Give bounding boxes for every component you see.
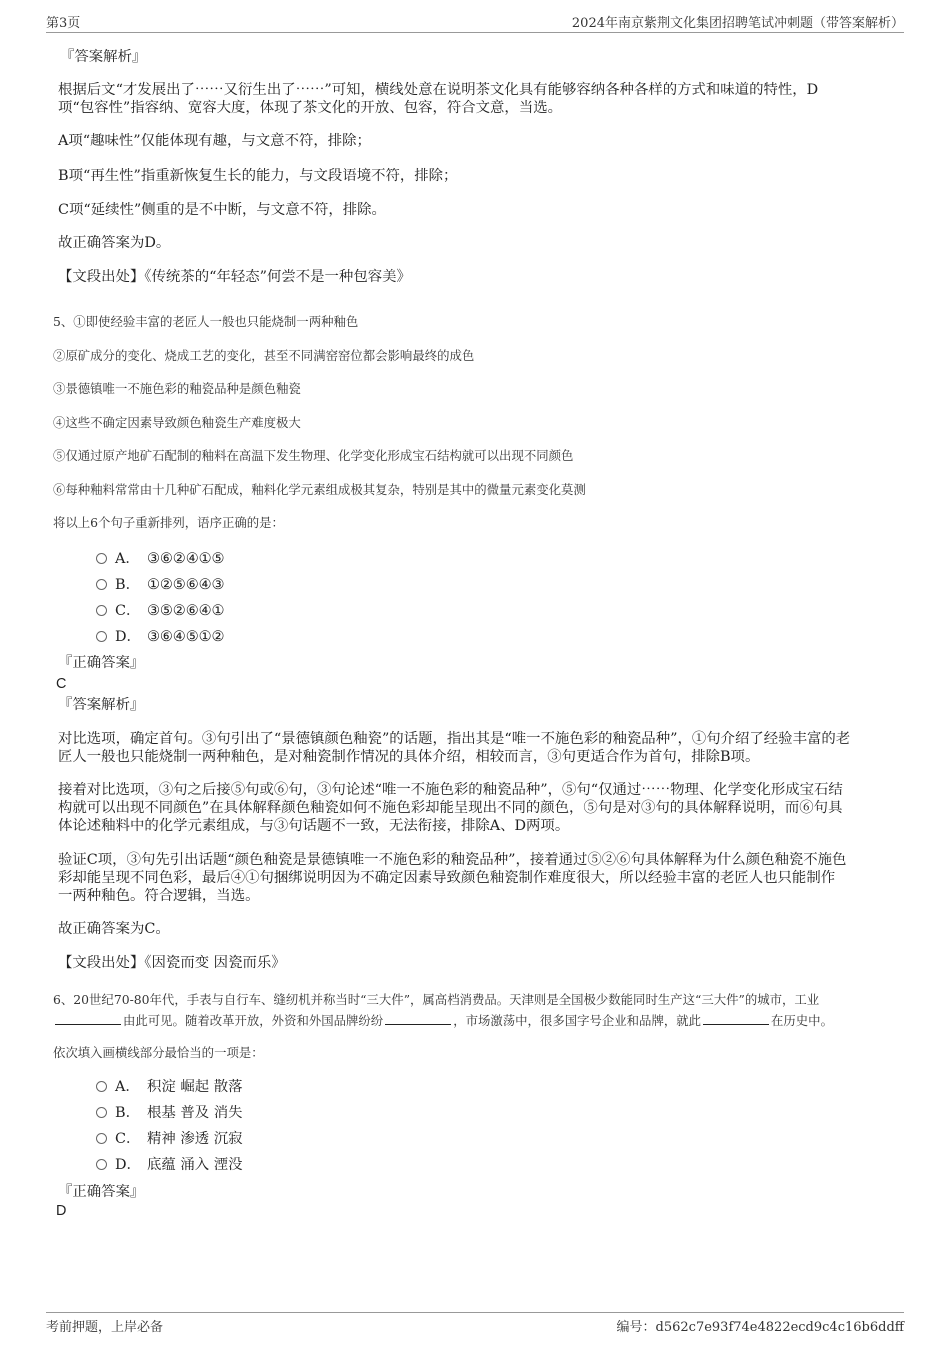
q5-sentence-6: ⑥每种釉料常常由十几种矿石配成，釉料化学元素组成极其复杂，特别是其中的微量元素变化莫测 <box>53 482 586 497</box>
q5-sentence-4: ④这些不确定因素导致颜色釉瓷生产难度极大 <box>53 415 301 430</box>
q5-sentence-1: 5、①即使经验丰富的老匠人一般也只能烧制一两种釉色 <box>53 314 359 329</box>
q5-correct-answer-label: 『正确答案』 <box>58 655 145 671</box>
q5-analysis-p1-line-2: 匠人一般也只能烧制一两种釉色，是对釉瓷制作情况的具体介绍，相较而言，③句更适合作为首句，排除B项。 <box>58 749 760 765</box>
fill-blank-3[interactable] <box>703 1012 769 1025</box>
q5-sentence-3: ③景德镇唯一不施色彩的釉瓷品种是颜色釉瓷 <box>53 381 301 396</box>
q6-prompt: 依次填入画横线部分最恰当的一项是： <box>53 1045 264 1060</box>
q5-option-d[interactable] <box>96 628 224 646</box>
option-text: 精神 渗透 沉寂 <box>147 1131 243 1147</box>
q6-stem-segment-b: ，市场激荡中，很多国字号企业和品牌，就此 <box>453 1013 702 1028</box>
radio-icon[interactable] <box>96 579 107 590</box>
page-number: 第3页 <box>46 16 81 31</box>
page-header <box>46 12 904 33</box>
option-letter: C． <box>115 603 141 619</box>
q4-analysis-line-1: 根据后文“才发展出了⋯⋯又衍生出了⋯⋯”可知，横线处意在说明茶文化具有能够容纳各种各样的方式和味道的特性，D <box>58 82 819 98</box>
option-letter: D． <box>115 1157 141 1173</box>
option-text: 根基 普及 消失 <box>147 1105 243 1121</box>
q5-prompt: 将以上6个句子重新排列，语序正确的是： <box>53 515 284 530</box>
q4-source: 【文段出处】《传统茶的“年轻态”何尝不是一种包容美》 <box>58 269 411 285</box>
q6-option-d[interactable] <box>96 1156 243 1174</box>
option-letter: B． <box>115 1105 140 1121</box>
option-letter: A． <box>115 1079 140 1095</box>
option-text: ③⑥②④①⑤ <box>147 551 225 567</box>
q6-option-c[interactable] <box>96 1130 243 1148</box>
q4-analysis-option-b: B项“再生性”指重新恢复生长的能力，与文段语境不符，排除； <box>58 168 458 184</box>
q6-stem-segment-c: 在历史中。 <box>771 1013 833 1028</box>
q4-analysis-option-c: C项“延续性”侧重的是不中断，与文意不符，排除。 <box>58 202 386 218</box>
q5-analysis-label: 『答案解析』 <box>58 697 145 713</box>
q5-option-b[interactable] <box>96 576 224 594</box>
q5-option-a[interactable] <box>96 550 224 568</box>
q6-correct-answer-label: 『正确答案』 <box>58 1184 145 1200</box>
option-text: 底蕴 涌入 湮没 <box>147 1157 243 1173</box>
q5-analysis-p2-line-1: 接着对比选项，③句之后接⑤句或⑥句，③句论述“唯一不施色彩的釉瓷品种”，⑤句“仅通过⋯⋯物理、化学变化形成宝石结 <box>58 782 843 798</box>
option-letter: A． <box>115 551 140 567</box>
page-footer <box>46 1312 904 1337</box>
q5-analysis-p1-line-1: 对比选项，确定首句。③句引出了“景德镇颜色釉瓷”的话题，指出其是“唯一不施色彩的釉瓷品种”，①句介绍了经验丰富的老 <box>58 731 851 747</box>
q5-correct-answer: C <box>56 676 67 692</box>
option-text: ③⑤②⑥④① <box>147 603 225 619</box>
radio-icon[interactable] <box>96 1159 107 1170</box>
option-letter: C． <box>115 1131 141 1147</box>
option-letter: B． <box>115 577 140 593</box>
option-letter: D． <box>115 629 141 645</box>
footer-slogan: 考前押题，上岸必备 <box>46 1320 164 1335</box>
q6-option-b[interactable] <box>96 1104 243 1122</box>
radio-icon[interactable] <box>96 1133 107 1144</box>
q6-stem-segment-a: 由此可见。随着改革开放，外资和外国品牌纷纷 <box>123 1013 384 1028</box>
option-text: ③⑥④⑤①② <box>147 629 225 645</box>
option-text: 积淀 崛起 散落 <box>147 1079 243 1095</box>
q5-sentence-2: ②原矿成分的变化、烧成工艺的变化，甚至不同满窑窑位都会影响最终的成色 <box>53 348 475 363</box>
q5-analysis-p2-line-3: 体论述釉料中的化学元素组成，与③句话题不一致，无法衔接，排除A、D两项。 <box>58 818 570 834</box>
fill-blank-2[interactable] <box>385 1012 451 1025</box>
q5-sentence-5: ⑤仅通过原产地矿石配制的釉料在高温下发生物理、化学变化形成宝石结构就可以出现不同颜色 <box>53 448 574 463</box>
radio-icon[interactable] <box>96 631 107 642</box>
q5-option-c[interactable] <box>96 602 224 620</box>
q4-conclusion: 故正确答案为D。 <box>58 235 171 251</box>
q5-analysis-p2-line-2: 构就可以出现不同颜色”在具体解释颜色釉瓷如何不施色彩却能呈现出不同的颜色，⑤句是对③句的具体解释说明，而⑥句具 <box>58 800 843 816</box>
radio-icon[interactable] <box>96 605 107 616</box>
q5-analysis-p3-line-3: 一两种釉色。符合逻辑，当选。 <box>58 888 260 904</box>
option-text: ①②⑤⑥④③ <box>147 577 225 593</box>
document-title: 2024年南京紫荆文化集团招聘笔试冲刺题（带答案解析） <box>571 16 904 31</box>
q4-analysis-line-2: 项“包容性”指容纳、宽容大度，体现了茶文化的开放、包容，符合文意，当选。 <box>58 100 562 116</box>
q4-analysis-option-a: A项“趣味性”仅能体现有趣，与文意不符，排除； <box>58 133 371 149</box>
fill-blank-1[interactable] <box>55 1012 121 1025</box>
q6-stem-line-2 <box>53 1012 833 1028</box>
q5-analysis-p3-line-2: 彩却能呈现不同色彩，最后④①句捆绑说明因为不确定因素导致颜色釉瓷制作难度很大，所以经验丰富的老匠人也只能制作 <box>58 870 836 886</box>
q5-analysis-p3-line-1: 验证C项，③句先引出话题“颜色釉瓷是景德镇唯一不施色彩的釉瓷品种”，接着通过⑤②⑥句具体解释为什么颜色釉瓷不施色 <box>58 852 847 868</box>
q5-conclusion: 故正确答案为C。 <box>58 921 170 937</box>
radio-icon[interactable] <box>96 1081 107 1092</box>
q6-correct-answer: D <box>56 1203 67 1219</box>
document-id: 编号：d562c7e93f74e4822ecd9c4c16b6ddff <box>616 1320 904 1335</box>
q6-stem-line-1: 6、20世纪70-80年代，手表与自行车、缝纫机并称当时“三大件”，属高档消费品。天津则是全国极少数能同时生产这“三大件”的城市，工业 <box>53 992 820 1007</box>
radio-icon[interactable] <box>96 1107 107 1118</box>
radio-icon[interactable] <box>96 553 107 564</box>
q5-source: 【文段出处】《因瓷而变 因瓷而乐》 <box>58 955 286 971</box>
q4-analysis-label: 『答案解析』 <box>60 49 147 65</box>
q6-option-a[interactable] <box>96 1078 243 1096</box>
